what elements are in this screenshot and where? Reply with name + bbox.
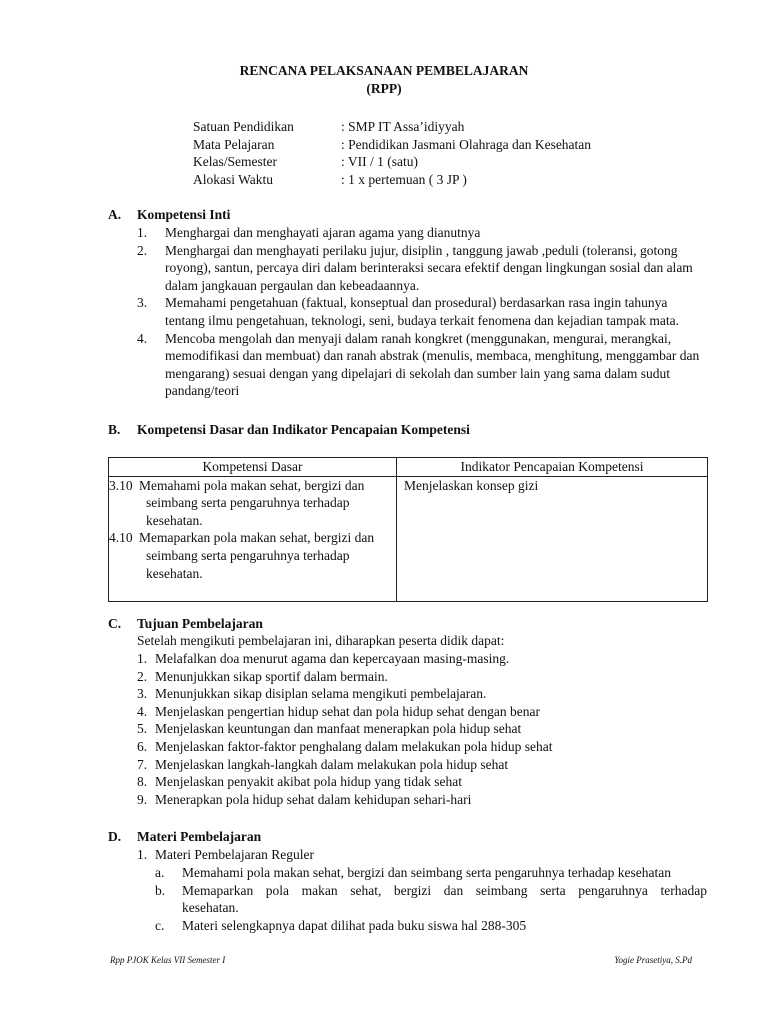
list-text: Menghargai dan menghayati perilaku jujur, disiplin , tanggung jawab ,peduli (toleransi, gotong royong), santun, percaya diri dalam berinteraksi secara efektif dengan lingkungan sosial dan alam dalam jangkauan pergaulan dan kebeadaannya. [165, 242, 693, 293]
list-text: Memaparkan pola makan sehat, bergizi dan seimbang serta pengaruhnya terhadap kesehatan. [182, 882, 707, 916]
list-letter: c. [155, 917, 165, 933]
kd-text: seimbang serta pengaruhnya terhadap [146, 495, 350, 511]
list-number: 2. [137, 668, 148, 684]
info-row-class [193, 153, 591, 171]
info-label: Satuan Pendidikan [193, 119, 294, 134]
kd-text: Memahami pola makan sehat, bergizi dan [139, 477, 365, 493]
section-letter: B. [108, 422, 121, 437]
list-text: Menjelaskan faktor-faktor penghalang dalam melakukan pola hidup sehat [155, 738, 553, 754]
list-text: Menunjukkan sikap sportif dalam bermain. [155, 668, 388, 684]
table-header-row [109, 458, 708, 477]
section-c-heading [108, 615, 263, 633]
section-title: Tujuan Pembelajaran [137, 616, 263, 631]
identity-block [193, 118, 591, 188]
kd-number: 4.10 [109, 530, 133, 546]
section-title: Materi Pembelajaran [137, 829, 262, 844]
table-header-kd: Kompetensi Dasar [109, 458, 397, 477]
list-text: Memahami pengetahuan (faktual, konseptual dan prosedural) berdasarkan rasa ingin tahunya tentang ilmu pengetahuan, teknologi, seni, budaya terkait fenomena dan kejadian tampak mata. [165, 295, 679, 328]
list-item [155, 864, 707, 882]
list-item [137, 846, 707, 864]
list-letter: a. [155, 865, 165, 880]
list-item [155, 882, 707, 917]
materi-sub-heading [137, 846, 707, 864]
competency-table [108, 457, 708, 602]
list-number: 3. [137, 295, 148, 311]
table-row [109, 476, 708, 601]
info-row-time [193, 171, 591, 189]
section-letter: C. [108, 616, 122, 631]
list-text: Mencoba mengolah dan menyaji dalam ranah kongkret (menggunakan, mengurai, merangkai, memodifikasi dan membuat) dan ranah abstrak (menulis, membaca, menghitung, menggambar dan mengarang) sesuai dengan yang dipelajari di sekolah dan sumber lain yang sama dalam sudut pandang/teori [165, 330, 700, 399]
info-label: Alokasi Waktu [193, 171, 274, 187]
info-value: : 1 x pertemuan ( 3 JP ) [341, 171, 467, 187]
list-item [137, 668, 697, 686]
list-item [137, 703, 697, 721]
section-a-heading [108, 206, 230, 224]
list-item [155, 917, 707, 935]
section-d-heading [108, 828, 261, 846]
list-item [137, 650, 697, 668]
list-number: 9. [137, 791, 148, 807]
list-number: 5. [137, 721, 148, 737]
list-item [137, 738, 697, 756]
list-letter: b. [155, 882, 166, 898]
indicator-cell [397, 476, 708, 601]
info-value: : Pendidikan Jasmani Olahraga dan Kesehatan [341, 136, 592, 152]
list-number: 1. [137, 225, 148, 240]
indicator-text: Menjelaskan konsep gizi [404, 477, 539, 493]
info-value: : SMP IT Assa’idiyyah [341, 119, 465, 134]
list-text: Menjelaskan keuntungan dan manfaat menerapkan pola hidup sehat [155, 721, 522, 737]
section-letter: D. [108, 829, 122, 844]
list-item [137, 330, 707, 400]
section-title: Kompetensi Inti [137, 207, 231, 222]
document-subtitle: (RPP) [366, 81, 402, 96]
list-text: Menjelaskan pengertian hidup sehat dan pola hidup sehat dengan benar [155, 703, 541, 719]
footer-left: Rpp PJOK Kelas VII Semester I [110, 955, 226, 965]
list-text: Melafalkan doa menurut agama dan kepercayaan masing-masing. [155, 651, 510, 666]
kd-text: kesehatan. [146, 512, 203, 528]
list-text: Menerapkan pola hidup sehat dalam kehidupan sehari-hari [155, 791, 472, 807]
list-item [137, 224, 707, 242]
materi-list [155, 864, 707, 934]
list-number: 1. [137, 651, 148, 666]
section-letter: A. [108, 207, 122, 222]
list-text: Menjelaskan langkah-langkah dalam melakukan pola hidup sehat [155, 756, 509, 772]
list-text: Menunjukkan sikap disiplan selama mengikuti pembelajaran. [155, 686, 487, 702]
list-text: Materi Pembelajaran Reguler [155, 847, 314, 862]
footer-right: Yogie Prasetiya, S.Pd [614, 955, 692, 965]
info-row-subject [193, 136, 591, 154]
kd-cell [109, 476, 397, 601]
list-item [137, 720, 697, 738]
document-title: RENCANA PELAKSANAAN PEMBELAJARAN [239, 63, 529, 78]
kd-text: kesehatan. [146, 565, 203, 581]
list-text: Menjelaskan penyakit akibat pola hidup yang tidak sehat [155, 774, 463, 790]
list-text: Menghargai dan menghayati ajaran agama yang dianutnya [165, 225, 481, 240]
list-item [137, 756, 697, 774]
list-number: 1. [137, 847, 148, 862]
section-title: Kompetensi Dasar dan Indikator Pencapaian Kompetensi [137, 422, 470, 437]
list-number: 2. [137, 242, 148, 258]
list-number: 6. [137, 738, 148, 754]
kompetensi-inti-list [137, 224, 707, 400]
info-label: Kelas/Semester [193, 154, 277, 170]
list-number: 4. [137, 703, 148, 719]
info-value: : VII / 1 (satu) [341, 154, 418, 170]
kd-item [109, 477, 396, 495]
kd-number: 3.10 [109, 477, 133, 493]
kd-text: Memaparkan pola makan sehat, bergizi dan [139, 530, 375, 546]
list-item [137, 294, 707, 329]
list-number: 3. [137, 686, 148, 702]
table-header-indicator: Indikator Pencapaian Kompetensi [397, 458, 708, 477]
list-item [137, 773, 697, 791]
list-item [137, 791, 697, 809]
section-c-intro: Setelah mengikuti pembelajaran ini, diharapkan peserta didik dapat: [137, 633, 505, 648]
list-number: 4. [137, 330, 148, 346]
list-item [137, 242, 707, 295]
list-text: Memahami pola makan sehat, bergizi dan seimbang serta pengaruhnya terhadap kesehatan [182, 865, 671, 880]
list-number: 8. [137, 774, 148, 790]
list-item [137, 685, 697, 703]
tujuan-list [137, 650, 697, 808]
info-label: Mata Pelajaran [193, 136, 275, 152]
section-b-heading [108, 421, 470, 439]
info-row-school [193, 118, 591, 136]
list-number: 7. [137, 756, 148, 772]
kd-text: seimbang serta pengaruhnya terhadap [146, 547, 350, 563]
kd-item [109, 529, 396, 547]
list-text: Materi selengkapnya dapat dilihat pada buku siswa hal 288-305 [182, 917, 527, 933]
